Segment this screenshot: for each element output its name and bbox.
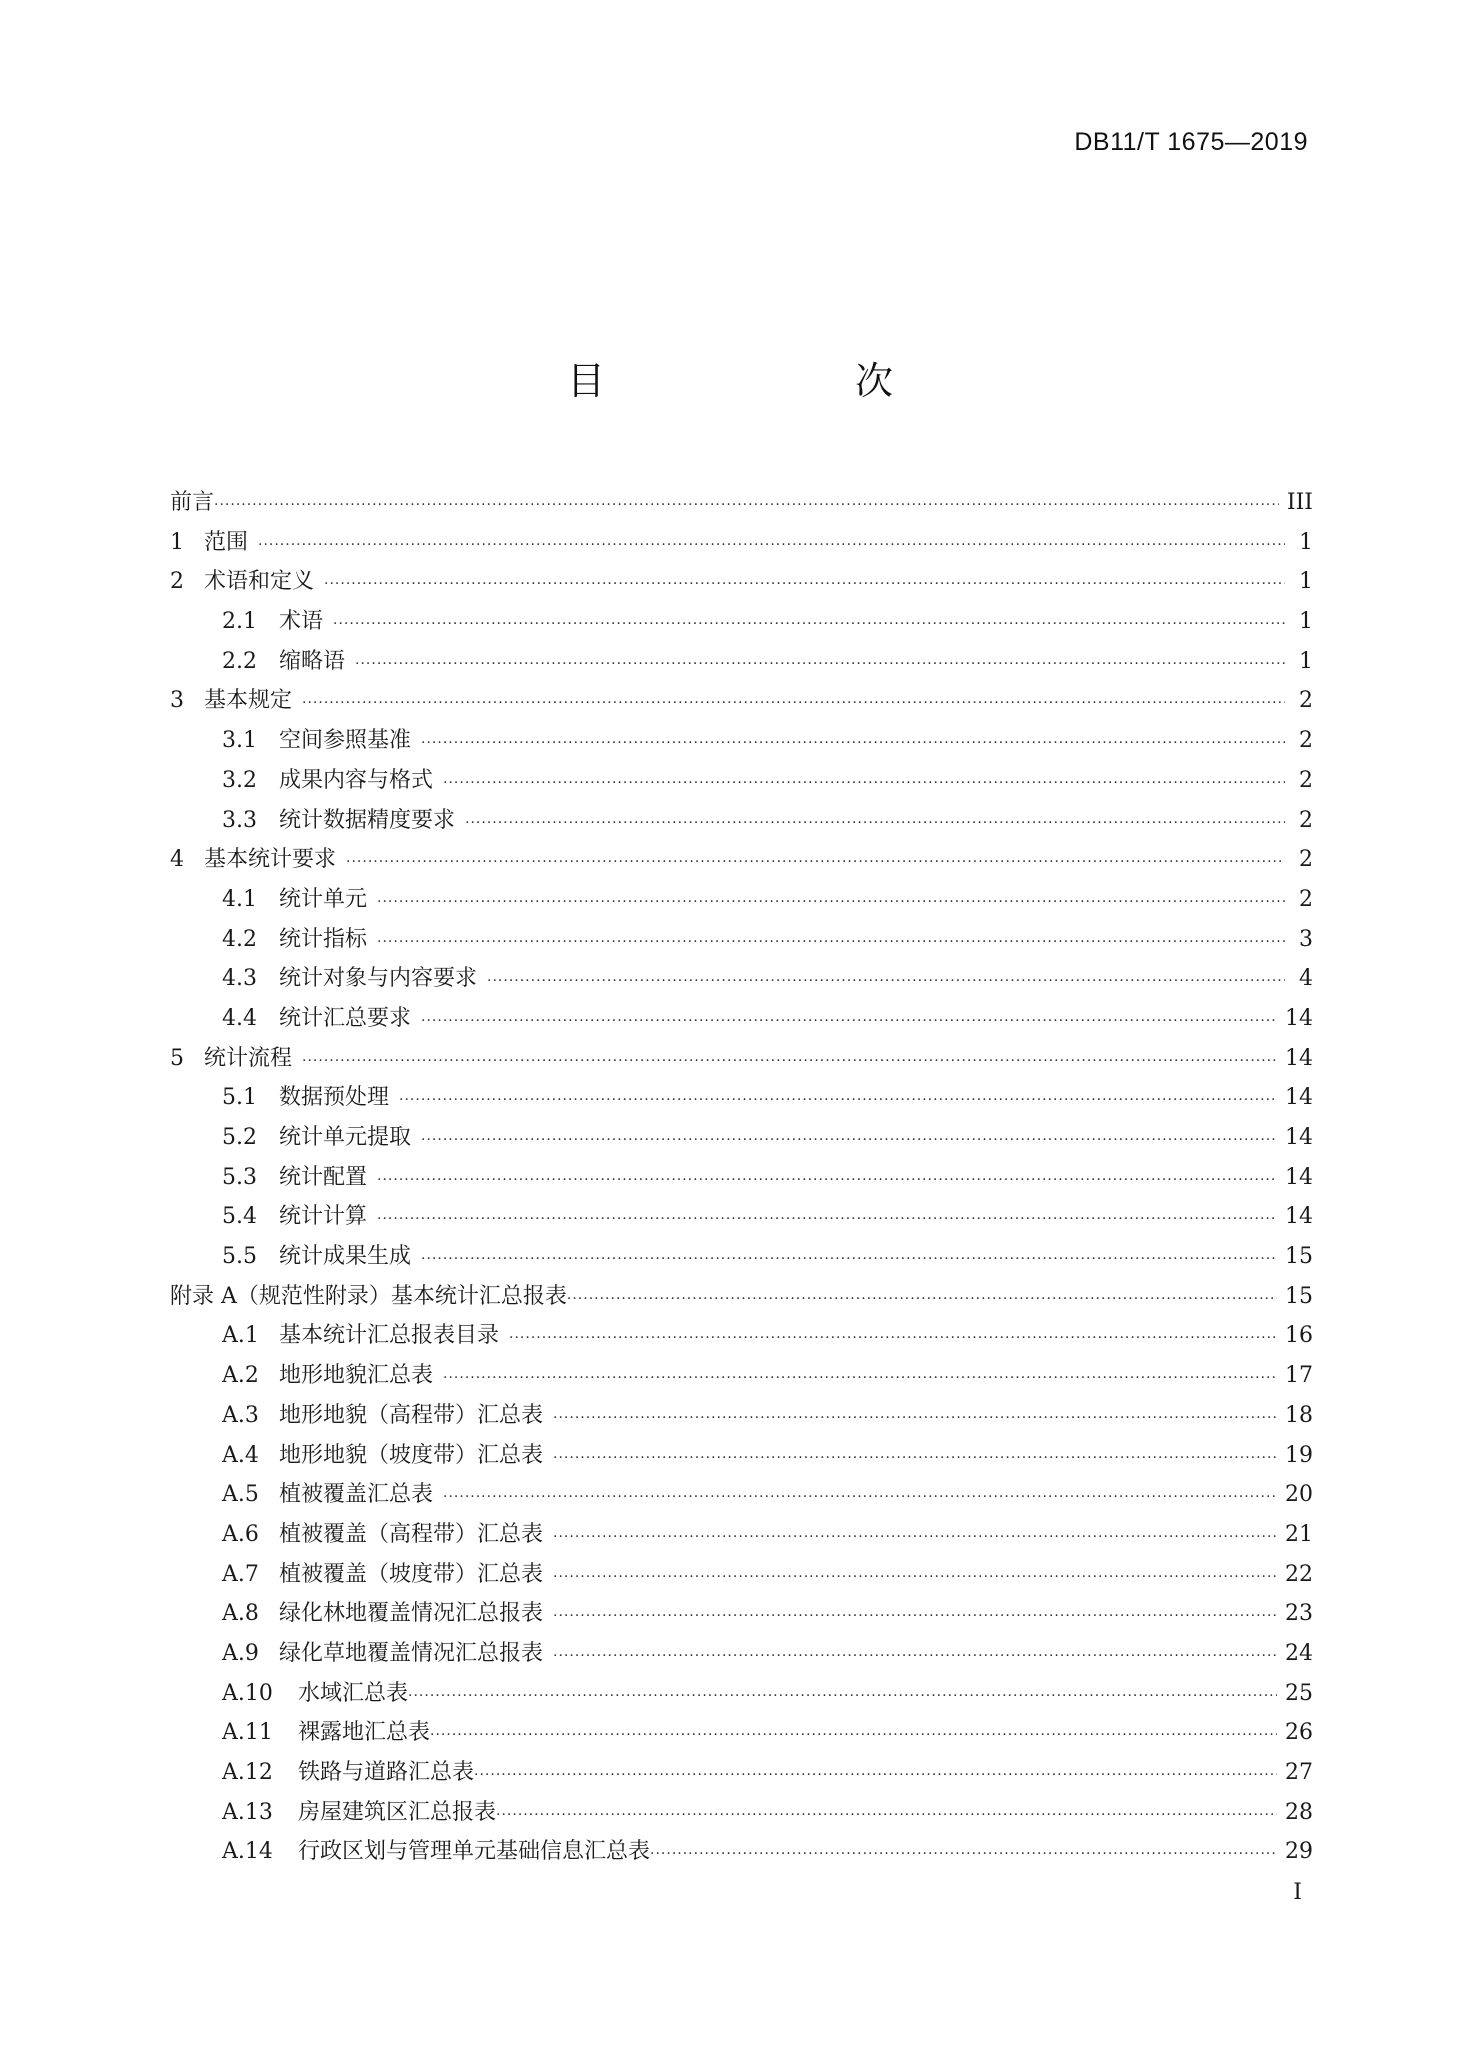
toc-entry-label: 前言 xyxy=(170,490,215,515)
toc-entry-number: 5.4 xyxy=(222,1204,257,1230)
toc-entry-number: 2.1 xyxy=(222,609,257,635)
toc-entry-label: 裸露地汇总表 xyxy=(298,1720,431,1746)
toc-entry-page: III xyxy=(1286,490,1313,515)
toc-entry-label: 附录 A（规范性附录）基本统计汇总报表 xyxy=(170,1283,567,1309)
toc-entry-number: 3 xyxy=(170,688,184,714)
toc-entry-number: A.8 xyxy=(222,1601,259,1627)
toc-entry-number: 2.2 xyxy=(222,648,257,674)
toc-entry-number: A.6 xyxy=(222,1521,259,1547)
toc-entry[interactable] xyxy=(170,1674,1313,1714)
toc-entry-number: 3.2 xyxy=(222,767,257,793)
toc-entry-page: 14 xyxy=(1285,1045,1313,1071)
toc-entry-number: A.11 xyxy=(222,1720,273,1746)
toc-entry-number: A.9 xyxy=(222,1640,259,1666)
toc-entry-label: 植被覆盖（高程带）汇总表 xyxy=(279,1521,544,1547)
dot-leader xyxy=(377,1161,1277,1201)
toc-entry[interactable] xyxy=(170,562,1313,602)
toc-entry-number: 4.1 xyxy=(222,886,257,912)
toc-entry-number: 1 xyxy=(170,529,184,555)
toc-entry-label: 空间参照基准 xyxy=(279,728,412,754)
dot-leader xyxy=(302,1042,1277,1082)
toc-entry[interactable] xyxy=(170,999,1313,1039)
toc-entry-label: 行政区划与管理单元基础信息汇总表 xyxy=(298,1839,651,1865)
toc-entry[interactable] xyxy=(170,1515,1313,1555)
toc-entry-number: A.3 xyxy=(222,1402,259,1428)
toc-entry[interactable] xyxy=(170,681,1313,721)
toc-entry-number: A.12 xyxy=(222,1760,273,1785)
page-title: 目 次 xyxy=(566,359,951,403)
dot-leader xyxy=(496,1796,1277,1836)
toc-entry[interactable] xyxy=(170,1832,1313,1872)
toc-entry-label: 术语和定义 xyxy=(204,569,315,595)
toc-entry-label: 统计指标 xyxy=(279,926,368,952)
toc-entry-label: 统计计算 xyxy=(279,1204,368,1230)
toc-entry-page: 23 xyxy=(1285,1601,1313,1627)
toc-entry-number: 5.5 xyxy=(222,1244,257,1270)
toc-entry-label: 统计流程 xyxy=(204,1045,293,1071)
toc-entry-label: 植被覆盖汇总表 xyxy=(279,1482,434,1508)
toc-entry-page: 26 xyxy=(1285,1720,1313,1746)
dot-leader xyxy=(377,883,1285,923)
toc-entry-page: 18 xyxy=(1285,1402,1313,1428)
page-number: I xyxy=(1293,1880,1302,1905)
toc-entry-page: 14 xyxy=(1285,1125,1313,1150)
toc-entry[interactable] xyxy=(170,1475,1313,1515)
toc-entry-page: 25 xyxy=(1285,1680,1313,1706)
toc-entry-label: 铁路与道路汇总表 xyxy=(298,1760,475,1785)
toc-entry-label: 统计汇总要求 xyxy=(279,1005,412,1031)
toc-entry-number: A.4 xyxy=(222,1442,259,1468)
toc-entry-page: 1 xyxy=(1299,569,1313,595)
toc-entry-label: 数据预处理 xyxy=(279,1085,390,1111)
toc-entry-label: 水域汇总表 xyxy=(298,1680,409,1706)
toc-entry-number: 5.3 xyxy=(222,1164,257,1190)
dot-leader xyxy=(553,1518,1277,1558)
toc-entry[interactable] xyxy=(170,483,1313,523)
toc-entry-number: A.2 xyxy=(222,1363,259,1389)
dot-leader xyxy=(553,1637,1277,1677)
toc-entry-label: 绿化林地覆盖情况汇总报表 xyxy=(279,1601,544,1627)
toc-entry-page: 14 xyxy=(1285,1085,1313,1111)
toc-entry-page: 14 xyxy=(1285,1005,1313,1031)
toc-entry-page: 2 xyxy=(1299,847,1313,873)
toc-entry-page: 2 xyxy=(1299,767,1313,793)
dot-leader xyxy=(214,486,1279,526)
dot-leader xyxy=(258,526,1285,566)
toc-entry-number: 3.3 xyxy=(222,807,257,833)
toc-entry[interactable] xyxy=(170,840,1313,880)
toc-entry-page: 14 xyxy=(1285,1204,1313,1230)
dot-leader xyxy=(421,1121,1277,1161)
toc-entry-page: 3 xyxy=(1299,926,1313,952)
dot-leader xyxy=(377,1200,1277,1240)
toc-entry-page: 19 xyxy=(1285,1442,1313,1468)
toc-entry-number: A.1 xyxy=(222,1323,259,1349)
toc-entry[interactable] xyxy=(170,1713,1313,1753)
toc-entry-number: A.10 xyxy=(222,1680,273,1706)
toc-entry-label: 房屋建筑区汇总报表 xyxy=(298,1799,497,1825)
toc-entry-label: 成果内容与格式 xyxy=(279,767,434,793)
toc-entry-label: 统计配置 xyxy=(279,1164,368,1190)
toc-entry-number: A.13 xyxy=(222,1799,273,1825)
toc-entry-page: 24 xyxy=(1285,1640,1313,1666)
toc-entry-page: 22 xyxy=(1285,1561,1313,1587)
toc-entry-label: 统计对象与内容要求 xyxy=(279,966,478,992)
toc-entry-number: 5.1 xyxy=(222,1085,257,1111)
toc-entry-number: A.5 xyxy=(222,1482,259,1508)
toc-entry-number: 4.3 xyxy=(222,966,257,992)
toc-entry[interactable] xyxy=(170,880,1313,920)
dot-leader xyxy=(324,565,1285,605)
table-of-contents xyxy=(170,483,1313,1872)
dot-leader xyxy=(421,724,1285,764)
toc-entry-label: 统计单元 xyxy=(279,886,368,912)
toc-entry-label: 基本统计要求 xyxy=(204,847,337,873)
dot-leader xyxy=(487,962,1285,1002)
toc-entry[interactable] xyxy=(170,1634,1313,1674)
toc-entry-page: 20 xyxy=(1285,1482,1313,1508)
toc-entry[interactable] xyxy=(170,1753,1313,1793)
toc-entry-number: A.14 xyxy=(222,1839,273,1865)
dot-leader xyxy=(399,1081,1277,1121)
toc-entry-label: 统计数据精度要求 xyxy=(279,807,456,833)
toc-entry[interactable] xyxy=(170,1316,1313,1356)
dot-leader xyxy=(421,1240,1277,1280)
toc-entry-number: A.7 xyxy=(222,1561,259,1587)
toc-entry[interactable] xyxy=(170,1396,1313,1436)
toc-entry-number: 4.4 xyxy=(222,1005,257,1031)
toc-entry-label: 基本统计汇总报表目录 xyxy=(279,1323,500,1349)
toc-entry[interactable] xyxy=(170,761,1313,801)
toc-entry-page: 2 xyxy=(1299,886,1313,912)
toc-entry-label: 地形地貌汇总表 xyxy=(279,1363,434,1389)
toc-entry-label: 范围 xyxy=(204,529,249,555)
toc-entry-page: 2 xyxy=(1299,807,1313,833)
dot-leader xyxy=(346,843,1285,883)
toc-entry-page: 15 xyxy=(1285,1283,1313,1309)
toc-entry[interactable] xyxy=(170,1118,1313,1158)
toc-entry-page: 16 xyxy=(1285,1323,1313,1349)
dot-leader xyxy=(421,1002,1277,1042)
toc-entry[interactable] xyxy=(170,1436,1313,1476)
toc-entry-page: 15 xyxy=(1285,1244,1313,1270)
toc-entry-number: 4 xyxy=(170,847,184,873)
standard-code: DB11/T 1675—2019 xyxy=(1074,128,1308,156)
dot-leader xyxy=(465,804,1285,844)
toc-entry[interactable] xyxy=(170,1197,1313,1237)
toc-entry[interactable] xyxy=(170,920,1313,960)
toc-entry[interactable] xyxy=(170,602,1313,642)
toc-entry-page: 2 xyxy=(1299,728,1313,754)
toc-entry[interactable] xyxy=(170,801,1313,841)
dot-leader xyxy=(443,1478,1277,1518)
toc-entry[interactable] xyxy=(170,721,1313,761)
toc-entry[interactable] xyxy=(170,1039,1313,1079)
dot-leader xyxy=(333,605,1285,645)
dot-leader xyxy=(443,1359,1277,1399)
toc-entry[interactable] xyxy=(170,1594,1313,1634)
toc-entry[interactable] xyxy=(170,1356,1313,1396)
dot-leader xyxy=(377,923,1285,963)
dot-leader xyxy=(408,1677,1277,1717)
toc-entry-page: 14 xyxy=(1285,1164,1313,1190)
toc-entry-label: 基本规定 xyxy=(204,688,293,714)
toc-entry-page: 1 xyxy=(1299,648,1313,674)
toc-entry-page: 2 xyxy=(1299,688,1313,714)
toc-entry-label: 地形地貌（坡度带）汇总表 xyxy=(279,1442,544,1468)
toc-entry-page: 1 xyxy=(1299,529,1313,555)
toc-entry[interactable] xyxy=(170,1078,1313,1118)
toc-entry-label: 统计单元提取 xyxy=(279,1125,412,1150)
dot-leader xyxy=(302,684,1285,724)
toc-entry-number: 5.2 xyxy=(222,1125,257,1150)
dot-leader xyxy=(553,1558,1277,1598)
toc-entry-label: 绿化草地覆盖情况汇总报表 xyxy=(279,1640,544,1666)
dot-leader xyxy=(509,1319,1277,1359)
dot-leader xyxy=(474,1756,1277,1796)
dot-leader xyxy=(567,1280,1277,1320)
toc-entry[interactable] xyxy=(170,1793,1313,1833)
toc-entry-page: 1 xyxy=(1299,609,1313,635)
toc-entry-label: 地形地貌（高程带）汇总表 xyxy=(279,1402,544,1428)
dot-leader xyxy=(443,764,1285,804)
toc-entry-page: 21 xyxy=(1285,1521,1313,1547)
toc-entry-number: 3.1 xyxy=(222,728,257,754)
toc-entry-label: 植被覆盖（坡度带）汇总表 xyxy=(279,1561,544,1587)
dot-leader xyxy=(553,1597,1277,1637)
dot-leader xyxy=(650,1835,1277,1875)
toc-entry[interactable] xyxy=(170,1237,1313,1277)
toc-entry-label: 统计成果生成 xyxy=(279,1244,412,1270)
toc-entry-page: 29 xyxy=(1285,1839,1313,1865)
toc-entry-page: 27 xyxy=(1285,1760,1313,1785)
toc-entry-number: 5 xyxy=(170,1045,184,1071)
dot-leader xyxy=(553,1399,1277,1439)
toc-entry-number: 4.2 xyxy=(222,926,257,952)
toc-entry-label: 术语 xyxy=(279,609,324,635)
toc-entry[interactable] xyxy=(170,1158,1313,1198)
toc-entry-page: 4 xyxy=(1299,966,1313,992)
dot-leader xyxy=(355,645,1285,685)
toc-entry[interactable] xyxy=(170,523,1313,563)
toc-entry-number: 2 xyxy=(170,569,184,595)
toc-entry[interactable] xyxy=(170,959,1313,999)
toc-entry-page: 17 xyxy=(1285,1363,1313,1389)
toc-entry[interactable] xyxy=(170,1277,1313,1317)
toc-entry[interactable] xyxy=(170,642,1313,682)
toc-entry-page: 28 xyxy=(1285,1799,1313,1825)
dot-leader xyxy=(553,1439,1277,1479)
dot-leader xyxy=(430,1716,1277,1756)
toc-entry[interactable] xyxy=(170,1555,1313,1595)
toc-entry-label: 缩略语 xyxy=(279,648,346,674)
